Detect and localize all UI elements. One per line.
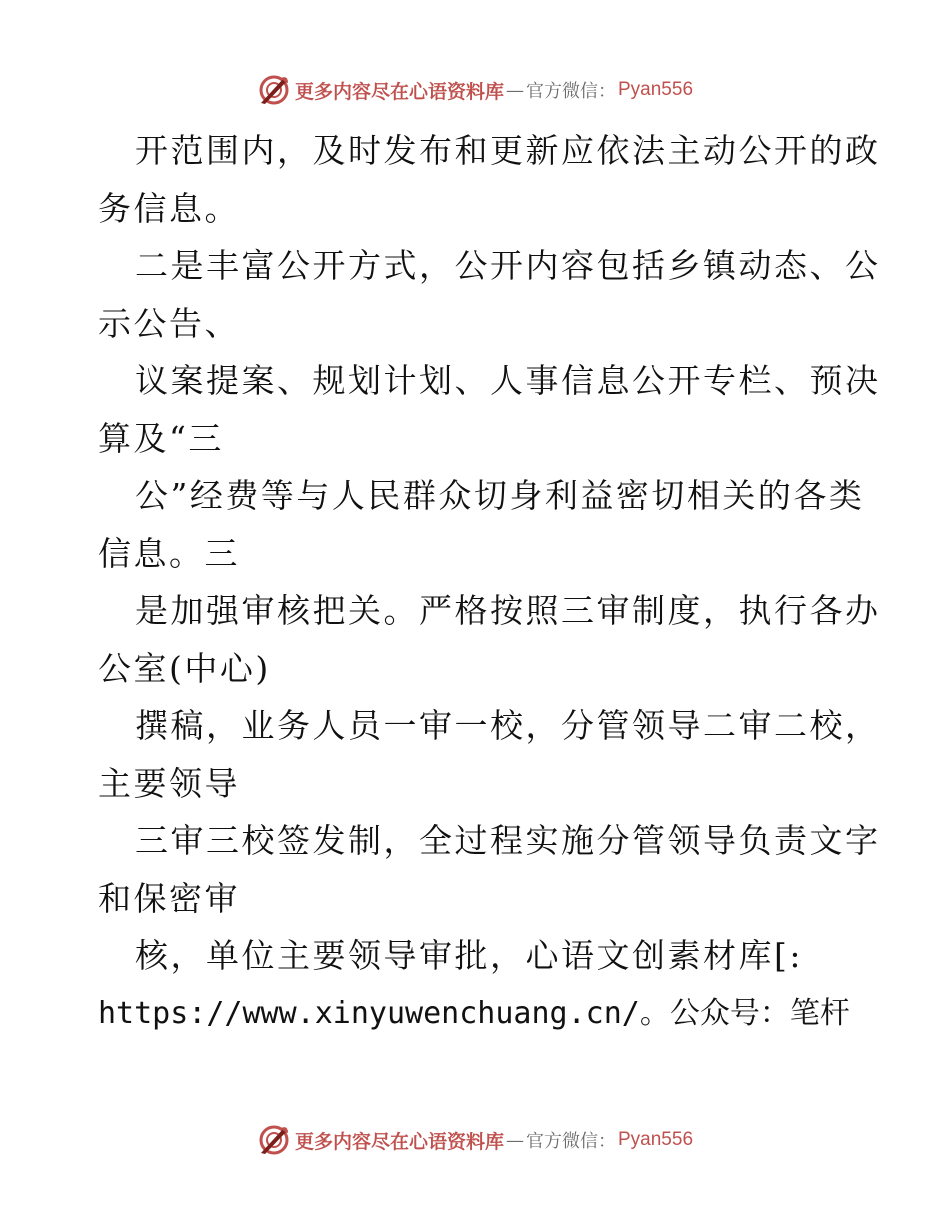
header-wechat-label: 官方微信： [526,81,616,102]
footer-wechat-label: 官方微信： [526,1131,616,1152]
body-line-8: 信息。三 [98,533,240,573]
body-line-2: 务信息。 [98,188,240,228]
footer-banner [0,1120,950,1160]
quill-logo-icon [257,1123,291,1157]
body-line-7: 公”经费等与人民群众切身利益密切相关的各类 [135,476,865,515]
body-line-1: 开范围内，及时发布和更新应依法主动公开的政 [135,131,881,170]
footer-dash: — [506,1129,524,1151]
body-line-14: 和保密审 [98,878,240,918]
document-body [98,122,881,1042]
body-line-13: 三审三校签发制，全过程实施分管领导负责文字 [135,821,881,860]
body-line-5: 议案提案、规划计划、人事信息公开专栏、预决 [135,361,881,400]
footer-wechat-id: Pyan556 [618,1129,694,1150]
body-line-11: 撰稿，业务人员一审一校，分管领导二审二校， [135,706,881,745]
body-line-16-url: https://www.xinyuwenchuang.cn/。公众号：笔杆 [98,995,850,1031]
body-line-6: 算及“三 [98,418,224,458]
body-line-4: 示公告、 [98,303,240,343]
body-line-15: 核，单位主要领导审批，心语文创素材库[: [135,936,803,975]
body-line-12: 主要领导 [98,763,240,803]
header-wechat-id: Pyan556 [618,79,694,100]
body-line-3: 二是丰富公开方式，公开内容包括乡镇动态、公 [135,246,881,285]
quill-logo-icon [257,73,291,107]
header-banner [0,70,950,110]
footer-promo-text: 更多内容尽在心语资料库 [294,1130,504,1153]
header-promo-text: 更多内容尽在心语资料库 [294,80,504,103]
header-dash: — [506,79,524,101]
body-line-10: 公室(中心) [98,648,271,688]
body-line-9: 是加强审核把关。严格按照三审制度，执行各办 [135,591,881,630]
